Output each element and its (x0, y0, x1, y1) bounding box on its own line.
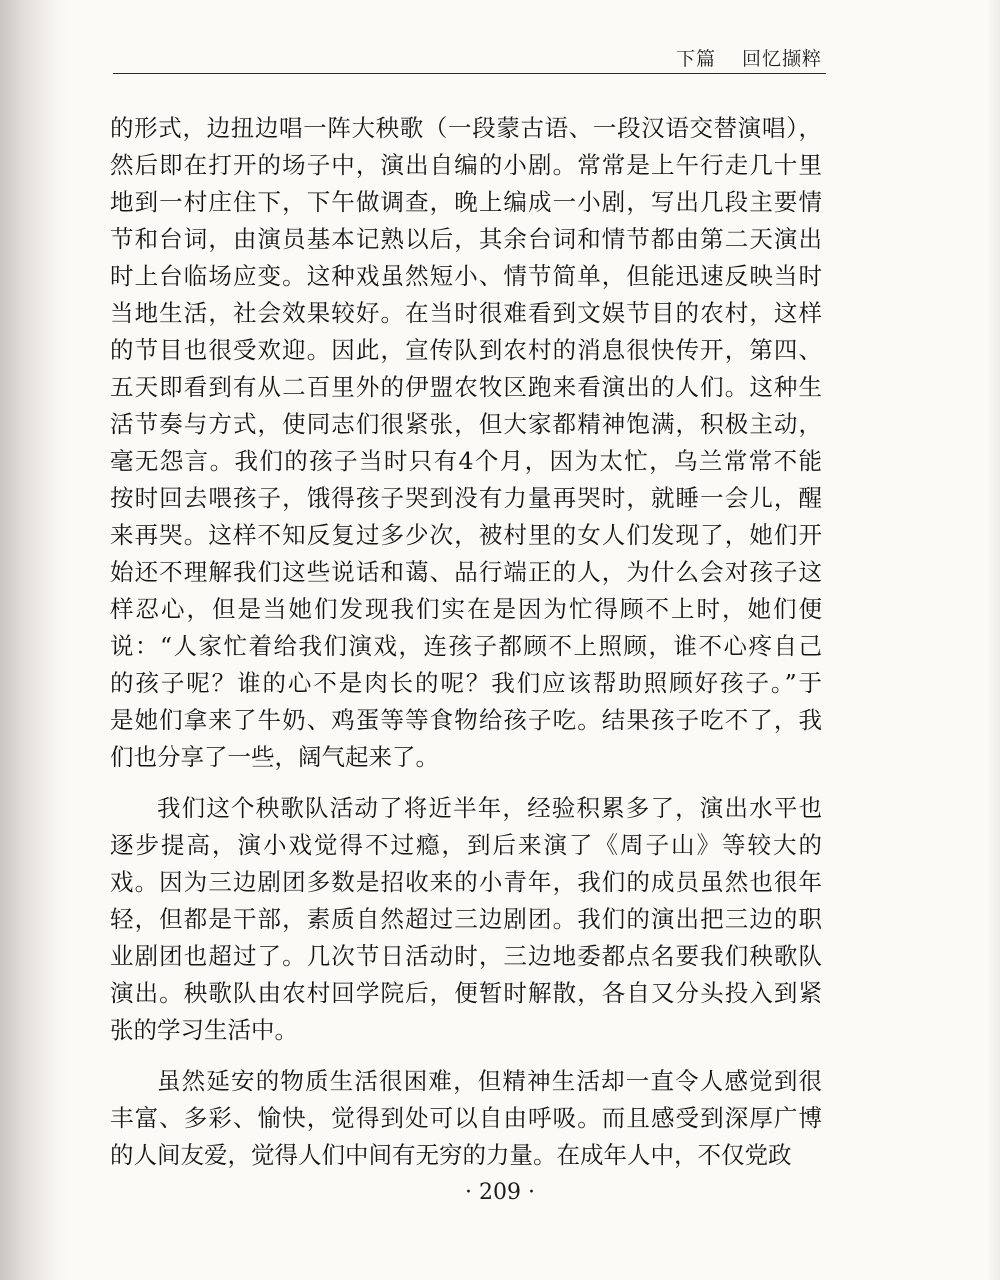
text-line: 说：“人家忙着给我们演戏，连孩子都顾不上照顾，谁不心疼自己 (110, 632, 822, 660)
text-line: 时上台临场应变。这种戏虽然短小、情节简单，但能迅速反映当时 (110, 262, 822, 290)
text-line: 轻，但都是干部，素质自然超过三边剧团。我们的演出把三边的职 (110, 905, 822, 933)
text-line: 是她们拿来了牛奶、鸡蛋等等食物给孩子吃。结果孩子吃不了，我 (110, 706, 822, 734)
text-line: 张的学习生活中。 (110, 1016, 298, 1044)
text-line: 节和台词，由演员基本记熟以后，其余台词和情节都由第二天演出 (110, 225, 822, 253)
paragraph (110, 110, 822, 776)
text-line: 始还不理解我们这些说话和蔼、品行端正的人，为什么会对孩子这 (110, 558, 822, 586)
running-head (676, 44, 822, 71)
text-line: 业剧团也超过了。几次节日活动时，三边地委都点名要我们秧歌队 (110, 942, 822, 970)
paragraph-gap (110, 776, 822, 790)
text-line: 然后即在打开的场子中，演出自编的小剧。常常是上午行走几十里 (110, 151, 822, 179)
text-line: 地到一村庄住下，下午做调查，晚上编成一小剧，写出几段主要情 (110, 188, 822, 216)
text-line: 活节奏与方式，使同志们很紧张，但大家都精神饱满，积极主动， (110, 410, 822, 438)
text-line: 虽然延安的物质生活很困难，但精神生活却一直令人感觉到很 (157, 1067, 822, 1095)
paragraph (110, 790, 822, 1049)
text-line: 我们这个秧歌队活动了将近半年，经验积累多了，演出水平也 (157, 794, 822, 822)
text-line: 按时回去喂孩子，饿得孩子哭到没有力量再哭时，就睡一会儿，醒 (110, 484, 822, 512)
header-rule (113, 73, 826, 74)
text-line: 样忍心，但是当她们发现我们实在是因为忙得顾不上时，她们便 (110, 595, 822, 623)
text-line: 的人间友爱，觉得人们中间有无穷的力量。在成年人中，不仅党政 (110, 1141, 792, 1169)
text-line: 演出。秧歌队由农村回学院后，便暂时解散，各自又分头投入到紧 (110, 979, 822, 1007)
text-line: 来再哭。这样不知反复过多少次，被村里的女人们发现了，她们开 (110, 521, 822, 549)
text-line: 五天即看到有从二百里外的伊盟农牧区跑来看演出的人们。这种生 (110, 373, 822, 401)
page-edge-shade (986, 0, 1000, 1280)
paragraph (110, 1063, 822, 1174)
running-head-title: 回忆撷粹 (741, 48, 822, 70)
text-line: 们也分享了一些，阔气起来了。 (110, 743, 439, 771)
text-line: 戏。因为三边剧团多数是招收来的小青年，我们的成员虽然也很年 (110, 868, 822, 896)
text-line: 的节目也很受欢迎。因此，宣传队到农村的消息很快传开，第四、 (110, 336, 822, 364)
page-number: · 209 · (465, 1180, 535, 1205)
paragraph-gap (110, 1049, 822, 1063)
running-head-section: 下篇 (675, 48, 716, 70)
text-line: 丰富、多彩、愉快，觉得到处可以自由呼吸。而且感受到深厚广博 (110, 1104, 822, 1132)
text-line: 当地生活，社会效果较好。在当时很难看到文娱节目的农村，这样 (110, 299, 822, 327)
spine-shadow (0, 0, 70, 1280)
text-line: 逐步提高，演小戏觉得不过瘾，到后来演了《周子山》等较大的 (110, 831, 822, 859)
text-line: 毫无怨言。我们的孩子当时只有4个月，因为太忙，乌兰常常不能 (110, 447, 822, 475)
body-text (110, 110, 822, 1174)
text-line: 的形式，边扭边唱一阵大秧歌（一段蒙古语、一段汉语交替演唱）， (110, 114, 822, 142)
text-line: 的孩子呢？谁的心不是肉长的呢？我们应该帮助照顾好孩子。”于 (110, 669, 822, 697)
